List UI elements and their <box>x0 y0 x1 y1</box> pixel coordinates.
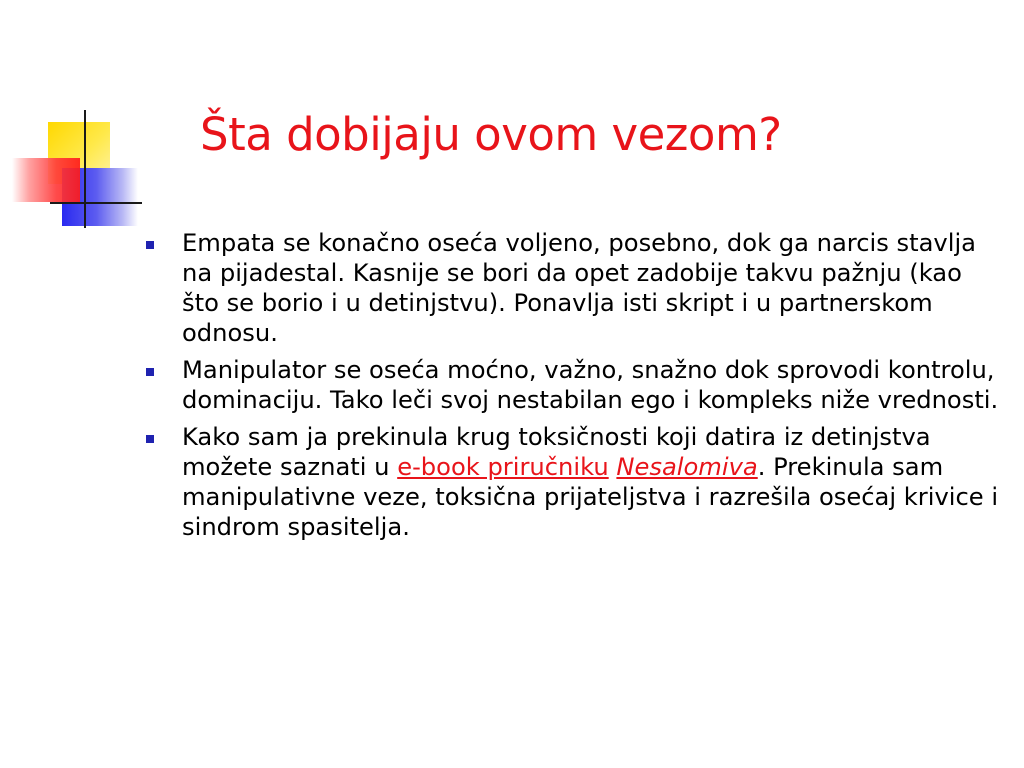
bullet-text: Manipulator se oseća moćno, važno, snažno dok sprovodi kontrolu, dominaciju. Tako leči svoj nestabilan ego i kompleks niže vrednosti. <box>182 356 999 414</box>
square-bullet-icon <box>146 435 154 443</box>
red-square-icon <box>12 158 80 202</box>
bullet-text-before-link: Kako sam ja prekinula krug toksičnosti koji datira iz detinjstva možete saznati u <box>182 423 931 481</box>
bullet-item-1 <box>140 228 1000 348</box>
square-bullet-icon <box>146 368 154 376</box>
bullet-text-after-link: . Prekinula sam manipulativne veze, toksična prijateljstva i razrešila osećaj krivice i sindrom spasitelja. <box>182 453 999 541</box>
bullet-text: Empata se konačno oseća voljeno, posebno, dok ga narcis stavlja na pijadestal. Kasnije se bori da opet zadobije takvu pažnju (kao što se borio i u detinjstvu). Ponavlja isti skript i u partnerskom odnosu. <box>182 229 976 347</box>
bullet-list <box>140 228 1000 549</box>
ebook-link[interactable]: e-book priručniku <box>397 453 609 481</box>
square-bullet-icon <box>146 241 154 249</box>
bullet-item-2 <box>140 355 1000 415</box>
slide-title: Šta dobijaju ovom vezom? <box>200 108 782 161</box>
horizontal-line-icon <box>50 202 142 204</box>
nesalomiva-link[interactable]: Nesalomiva <box>616 453 758 481</box>
bullet-item-3 <box>140 422 1000 542</box>
vertical-line-icon <box>84 110 86 228</box>
